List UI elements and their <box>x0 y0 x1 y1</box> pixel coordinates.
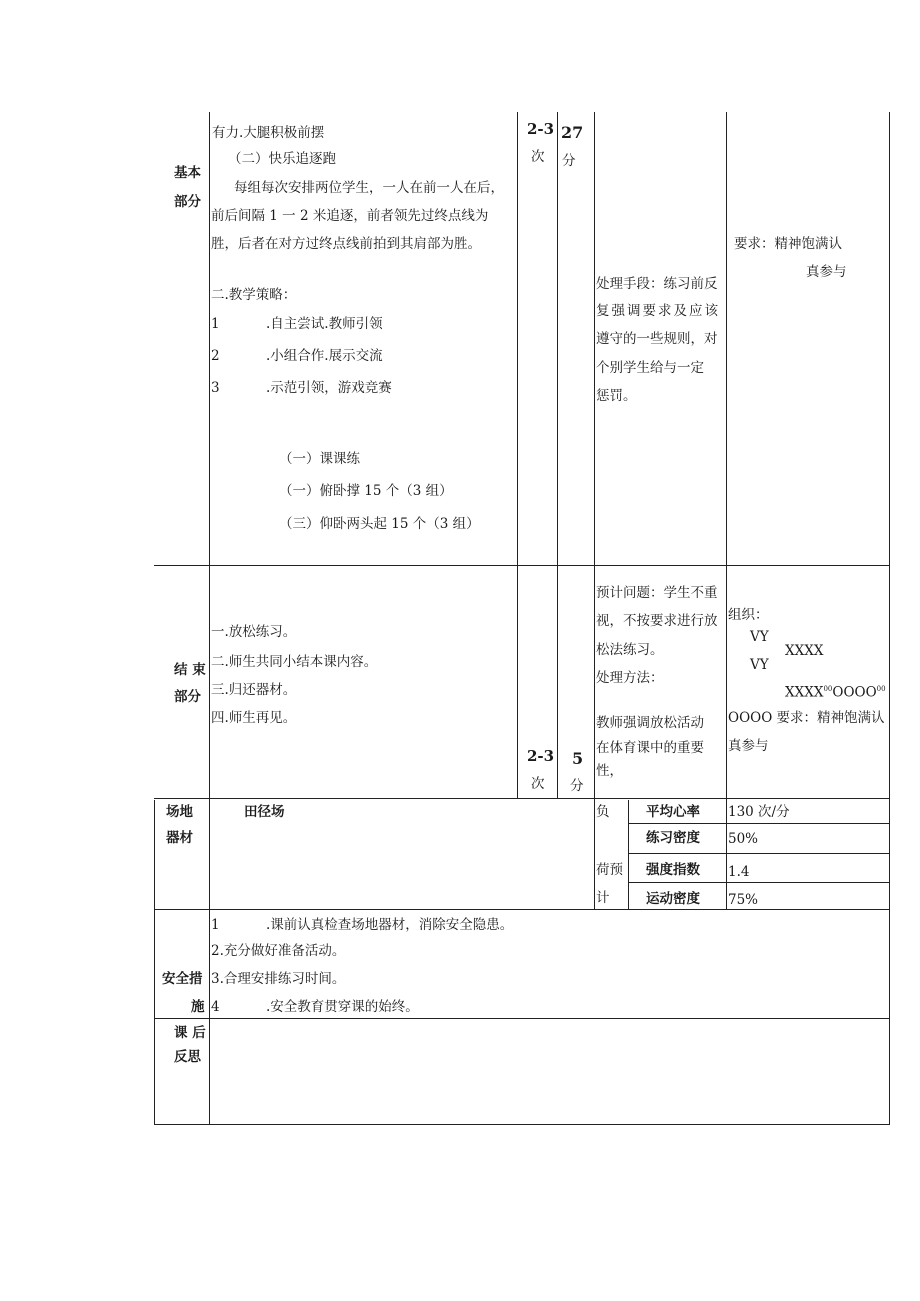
safety-item-text: .课前认真检查场地器材，消除安全隐患。 <box>266 917 514 933</box>
list-number: 1 <box>211 316 220 332</box>
safety-item-number: 1 <box>211 917 220 933</box>
venue-label: 场地 <box>166 804 193 820</box>
method-line: 性， <box>596 763 623 779</box>
grid-line <box>154 1018 890 1019</box>
times-unit: 次 <box>531 149 545 165</box>
load-label: 荷预 <box>596 862 623 878</box>
metric-name: 平均心率 <box>646 804 700 820</box>
grid-line <box>209 112 210 1125</box>
requirement-line: 要求：精神饱满认 <box>734 236 842 252</box>
section-label: 部分 <box>174 194 201 210</box>
method-line: 视，不按要求进行放 <box>596 613 718 629</box>
times-unit: 次 <box>531 776 545 792</box>
section-label: 基本 <box>174 165 201 181</box>
duration-unit: 分 <box>570 778 584 794</box>
method-line: 教师强调放松活动 <box>596 715 704 731</box>
metric-name: 强度指数 <box>646 862 700 878</box>
list-text: .示范引领，游戏竞赛 <box>266 380 392 396</box>
organization-label: 组织： <box>728 607 769 623</box>
list-number: 3 <box>211 380 220 396</box>
content-line: 一.放松练习。 <box>211 624 297 640</box>
content-line: 前后间隔 1 一 2 米追逐，前者领先过终点线为 <box>211 208 489 224</box>
method-line: 在体育课中的重要 <box>596 740 704 756</box>
safety-item-text: .安全教育贯穿课的始终。 <box>266 999 419 1015</box>
metric-name: 练习密度 <box>646 830 700 846</box>
method-line: 个别学生给与一定 <box>596 360 704 376</box>
safety-label: 安全措 <box>162 971 203 987</box>
metric-value: 1.4 <box>728 864 750 880</box>
venue-value: 田径场 <box>244 804 285 820</box>
formation-text: OOOO <box>832 684 877 701</box>
content-line: 四.师生再见。 <box>211 710 297 726</box>
grid-line <box>628 823 890 824</box>
content-line: 胜，后者在对方过终点线前拍到其肩部为胜。 <box>211 236 481 252</box>
content-line: 每组每次安排两位学生，一人在前一人在后， <box>234 180 504 196</box>
formation-sup: 00 <box>823 685 833 693</box>
content-line: 有力.大腿积极前摆 <box>212 125 325 141</box>
load-label: 计 <box>596 890 610 906</box>
times-value: 2-3 <box>527 120 555 138</box>
content-heading: 二.教学策略： <box>211 287 297 303</box>
method-line: 复强调要求及应该 <box>596 303 720 319</box>
safety-label: 施 <box>191 999 205 1015</box>
safety-item-text: 3.合理安排练习时间。 <box>211 971 346 987</box>
load-label: 负 <box>596 804 610 820</box>
metric-value: 50% <box>728 831 759 847</box>
safety-item-text: 2.充分做好准备活动。 <box>211 943 346 959</box>
requirement-line: 真参与 <box>806 264 847 280</box>
duration-unit: 分 <box>562 153 576 169</box>
grid-line <box>889 112 890 1125</box>
formation-row: XXXX <box>785 643 824 659</box>
times-value: 2-3 <box>527 747 555 765</box>
metric-value: 75% <box>728 892 759 908</box>
method-line: 惩罚。 <box>596 388 637 404</box>
metric-name: 运动密度 <box>646 891 700 907</box>
content-line: 三.归还器材。 <box>211 682 297 698</box>
requirement-line: OOOO 要求：精神饱满认 <box>728 710 885 726</box>
section-label: 结 束 <box>174 662 206 678</box>
list-text: .小组合作.展示交流 <box>266 348 383 364</box>
grid-line <box>628 800 629 909</box>
formation-row: VY <box>750 657 769 673</box>
grid-line <box>154 565 890 566</box>
grid-line <box>154 909 890 910</box>
grid-line <box>594 112 595 909</box>
formation-sup: 00 <box>876 685 886 693</box>
equipment-label: 器材 <box>166 830 193 846</box>
method-line: 处理方法： <box>596 670 664 686</box>
grid-line <box>557 112 558 798</box>
grid-line <box>154 1124 890 1125</box>
section-label: 部分 <box>174 689 201 705</box>
metric-value: 130 次/分 <box>728 804 790 820</box>
safety-item-number: 4 <box>211 999 220 1015</box>
reflection-label: 反思 <box>174 1049 201 1065</box>
duration-value: 27 <box>561 123 584 142</box>
reflection-label: 课 后 <box>174 1025 206 1041</box>
list-text: .自主尝试.教师引领 <box>266 316 383 332</box>
method-line: 预计问题：学生不重 <box>596 585 718 601</box>
content-line: （一）俯卧撑 15 个（3 组） <box>279 483 453 499</box>
formation-text: XXXX <box>785 684 824 701</box>
content-line: （一）课课练 <box>279 451 360 467</box>
grid-line <box>628 853 890 854</box>
requirement-line: 真参与 <box>728 738 769 754</box>
grid-line <box>628 882 890 883</box>
grid-line <box>154 800 155 1125</box>
grid-line <box>726 112 727 909</box>
duration-value: 5 <box>572 749 584 768</box>
list-number: 2 <box>211 348 220 364</box>
method-line: 松法练习。 <box>596 642 664 658</box>
content-line: 二.师生共同小结本课内容。 <box>211 654 378 670</box>
method-line: 遵守的一些规则，对 <box>596 331 718 347</box>
method-line: 处理手段：练习前反 <box>596 276 718 292</box>
grid-line <box>154 798 890 799</box>
formation-row <box>785 686 886 700</box>
content-heading: （二）快乐追逐跑 <box>228 151 336 167</box>
grid-line <box>517 112 518 798</box>
content-line: （三）仰卧两头起 15 个（3 组） <box>279 516 480 532</box>
formation-row: VY <box>750 629 769 645</box>
